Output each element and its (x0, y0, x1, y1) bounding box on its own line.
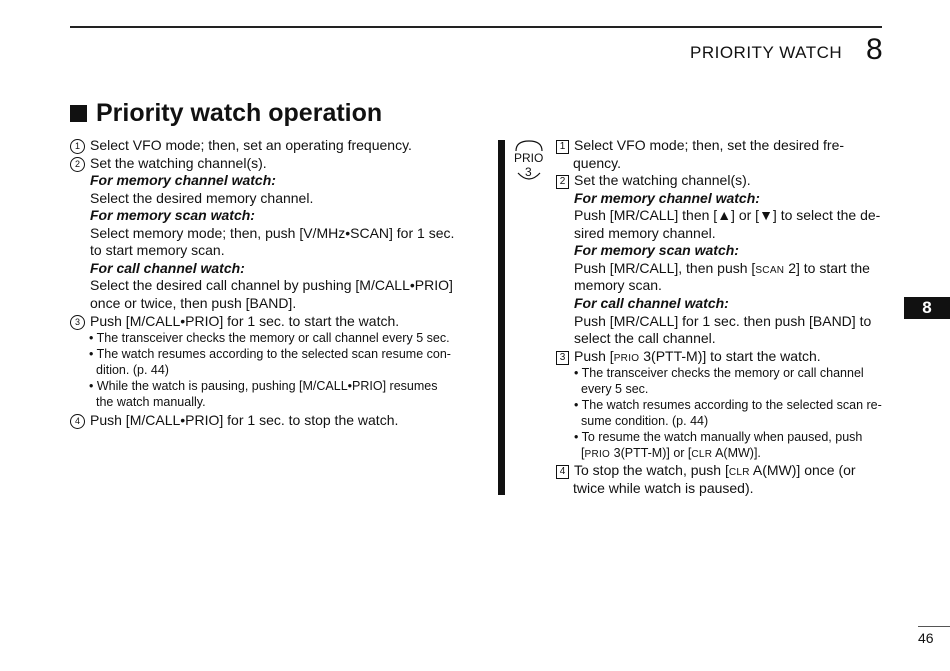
step-text: Set the watching channel(s). (574, 172, 751, 188)
right-step-2 (556, 172, 751, 189)
right-text-memory-scan-1: Push [MR/CALL], then push [SCAN 2] to start the (574, 260, 870, 276)
right-step-3: 3 Push [PRIO 3(PTT-M)] to start the watch. (556, 348, 821, 367)
clr-key-label: CLR (691, 449, 713, 460)
column-divider-bar (498, 140, 505, 495)
header-title: PRIORITY WATCH (690, 43, 843, 62)
left-step-1 (70, 137, 412, 154)
top-rule (70, 26, 882, 28)
left-bullet-3a: • While the watch is pausing, pushing [M/CALL•PRIO] resumes (89, 379, 438, 393)
prio-key-number: 3 (525, 165, 532, 179)
left-bullet-1: • The transceiver checks the memory or call channel every 5 sec. (89, 331, 450, 345)
left-bullet-2a: • The watch resumes according to the selected scan resume con- (89, 347, 451, 361)
right-text-memory-channel-2: sired memory channel. (574, 225, 716, 241)
right-text-memory-scan-2: memory scan. (574, 277, 662, 293)
right-bullet-3b: [PRIO 3(PTT-M)] or [CLR A(MW)]. (581, 446, 761, 460)
left-text-memory-channel: Select the desired memory channel. (90, 190, 314, 206)
prio-key-label: PRIO (514, 151, 544, 165)
step-text: Set the watching channel(s). (90, 155, 267, 171)
right-bullet-2a: • The watch resumes according to the selected scan re- (574, 398, 882, 412)
prio-key-label: PRIO (613, 353, 640, 364)
prio-key-label: PRIO (584, 449, 611, 460)
left-step-3 (70, 313, 399, 330)
right-text-call-channel-1: Push [MR/CALL] for 1 sec. then push [BAND] to (574, 313, 872, 329)
left-bullet-3b: the watch manually. (96, 395, 206, 409)
up-arrow-icon: ▲ (717, 207, 732, 223)
page-number: 46 (918, 630, 934, 646)
right-step-4a: 4 To stop the watch, push [CLR A(MW)] once (or (556, 462, 856, 481)
right-text-memory-channel-1: Push [MR/CALL] then [▲] or [▼] to select the de- (574, 207, 881, 223)
right-subhead-call-channel: For call channel watch: (574, 295, 729, 311)
step-number: 4 (556, 465, 569, 479)
right-step-1a (556, 137, 844, 154)
left-text-call-channel-1: Select the desired call channel by pushing [M/CALL•PRIO] (90, 277, 453, 293)
bottom-rule (918, 626, 950, 627)
section-title (70, 99, 382, 128)
left-subhead-memory-scan: For memory scan watch: (90, 207, 255, 223)
step-number: 4 (70, 414, 85, 429)
section-title-text: Priority watch operation (96, 99, 383, 127)
right-text-call-channel-2: select the call channel. (574, 330, 716, 346)
right-step-1b: quency. (573, 155, 621, 171)
step-text: Push [M/CALL•PRIO] for 1 sec. to start the watch. (90, 313, 400, 329)
right-subhead-memory-channel: For memory channel watch: (574, 190, 760, 206)
chapter-number: 8 (866, 33, 883, 66)
step-text: Push [M/CALL•PRIO] for 1 sec. to stop the watch. (90, 412, 399, 428)
left-bullet-2b: dition. (p. 44) (96, 363, 169, 377)
step-number: 1 (70, 139, 85, 154)
down-arrow-icon: ▼ (759, 207, 773, 223)
step-text: Select VFO mode; then, set the desired fre- (574, 137, 845, 153)
right-bullet-1a: • The transceiver checks the memory or call channel (574, 366, 864, 380)
step-number: 1 (556, 140, 569, 154)
right-bullet-1b: every 5 sec. (581, 382, 649, 396)
step-number: 2 (70, 157, 85, 172)
left-subhead-call-channel: For call channel watch: (90, 260, 245, 276)
left-step-2 (70, 155, 267, 172)
left-text-memory-scan-2: to start memory scan. (90, 242, 225, 258)
step-number: 3 (70, 315, 85, 330)
chapter-side-tab: 8 (904, 297, 950, 319)
left-subhead-memory-channel: For memory channel watch: (90, 172, 276, 188)
step-number: 3 (556, 351, 569, 365)
left-text-memory-scan-1: Select memory mode; then, push [V/MHz•SCAN] for 1 sec. (90, 225, 455, 241)
left-text-call-channel-2: once or twice, then push [BAND]. (90, 295, 297, 311)
prio-key-icon (512, 139, 546, 185)
clr-key-label: CLR (728, 467, 750, 478)
step-text: Select VFO mode; then, set an operating frequency. (90, 137, 412, 153)
left-step-4 (70, 412, 398, 429)
step-number: 2 (556, 175, 569, 189)
right-bullet-3a: • To resume the watch manually when paused, push (574, 430, 863, 444)
right-bullet-2b: sume condition. (p. 44) (581, 414, 709, 428)
right-step-4b: twice while watch is paused). (573, 480, 754, 496)
square-bullet-icon (70, 105, 87, 122)
right-subhead-memory-scan: For memory scan watch: (574, 242, 739, 258)
scan-key-label: SCAN (755, 265, 785, 276)
